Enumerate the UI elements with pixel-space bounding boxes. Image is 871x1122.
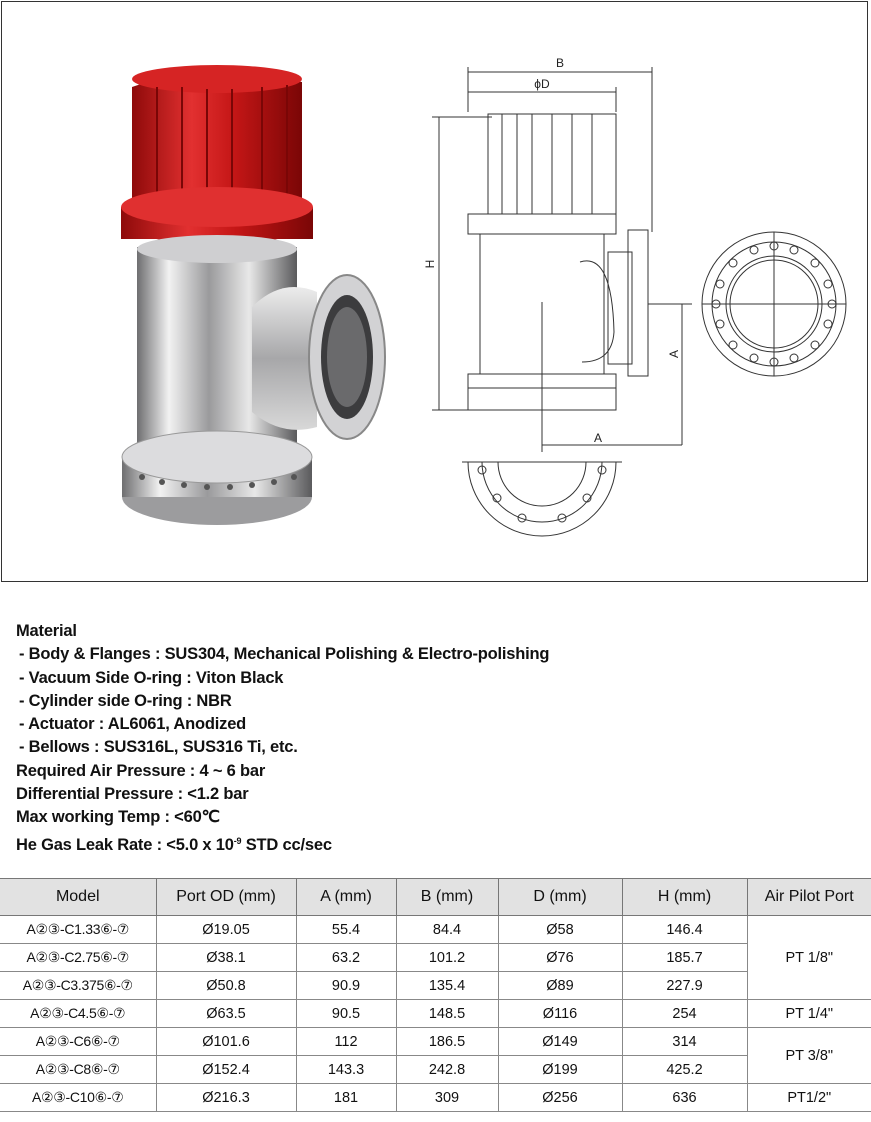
table-cell: Ø38.1 xyxy=(156,944,296,972)
table-cell: A②③-C1.33⑥-⑦ xyxy=(0,916,156,944)
leak-rate-prefix: He Gas Leak Rate : <5.0 x 10 xyxy=(16,835,234,854)
table-header: Port OD (mm) xyxy=(156,879,296,916)
spec-line: - Actuator : AL6061, Anodized xyxy=(19,715,247,734)
spec-line: Differential Pressure : <1.2 bar xyxy=(16,785,249,804)
table-header-row xyxy=(0,879,871,916)
table-cell: Ø58 xyxy=(498,916,622,944)
table-cell: 314 xyxy=(622,1028,747,1056)
table-cell: 90.5 xyxy=(296,1000,396,1028)
table-header: A (mm) xyxy=(296,879,396,916)
table-cell: Ø63.5 xyxy=(156,1000,296,1028)
table-cell: A②③-C10⑥-⑦ xyxy=(0,1084,156,1112)
table-cell: 227.9 xyxy=(622,972,747,1000)
table-row xyxy=(0,1028,871,1056)
leak-rate-suffix: STD cc/sec xyxy=(241,835,332,854)
spec-line: Max working Temp : <60℃ xyxy=(16,808,220,827)
table-cell: 636 xyxy=(622,1084,747,1112)
dim-a-right-label: A xyxy=(667,349,681,359)
table-cell: Ø216.3 xyxy=(156,1084,296,1112)
table-cell: 146.4 xyxy=(622,916,747,944)
dim-a-bottom-label: A xyxy=(593,431,603,445)
table-cell: 254 xyxy=(622,1000,747,1028)
figure-panel xyxy=(1,1,868,582)
table-cell: 84.4 xyxy=(396,916,498,944)
technical-drawing xyxy=(402,42,871,552)
table-cell: 90.9 xyxy=(296,972,396,1000)
table-row xyxy=(0,944,871,972)
spec-line: - Cylinder side O-ring : NBR xyxy=(19,691,232,710)
table-header: B (mm) xyxy=(396,879,498,916)
table-cell: Ø149 xyxy=(498,1028,622,1056)
valve-photo xyxy=(102,57,422,537)
pilot-port-cell: PT1/2" xyxy=(747,1084,871,1112)
table-cell: Ø19.05 xyxy=(156,916,296,944)
table-cell: 112 xyxy=(296,1028,396,1056)
table-cell: 63.2 xyxy=(296,944,396,972)
spec-line: - Bellows : SUS316L, SUS316 Ti, etc. xyxy=(19,738,298,757)
table-cell: 242.8 xyxy=(396,1056,498,1084)
table-row xyxy=(0,1000,871,1028)
leak-rate-line xyxy=(16,830,866,857)
spec-line: - Body & Flanges : SUS304, Mechanical Polishing & Electro-polishing xyxy=(19,645,550,664)
table-cell: Ø89 xyxy=(498,972,622,1000)
table-cell: 181 xyxy=(296,1084,396,1112)
table-row xyxy=(0,1084,871,1112)
table-cell: 143.3 xyxy=(296,1056,396,1084)
dim-b-label: B xyxy=(555,56,565,70)
table-header: Model xyxy=(0,879,156,916)
table-cell: 135.4 xyxy=(396,972,498,1000)
table-cell: 186.5 xyxy=(396,1028,498,1056)
table-header: D (mm) xyxy=(498,879,622,916)
pilot-port-cell: PT 3/8" xyxy=(747,1028,871,1084)
spec-heading: Material xyxy=(16,622,77,640)
pilot-port-cell: PT 1/8" xyxy=(747,916,871,1000)
table-cell: Ø76 xyxy=(498,944,622,972)
table-cell: Ø256 xyxy=(498,1084,622,1112)
table-row xyxy=(0,972,871,1000)
table-row xyxy=(0,1056,871,1084)
table-cell: A②③-C8⑥-⑦ xyxy=(0,1056,156,1084)
table-cell: 309 xyxy=(396,1084,498,1112)
table-header: Air Pilot Port xyxy=(747,879,871,916)
table-cell: 55.4 xyxy=(296,916,396,944)
table-cell: Ø152.4 xyxy=(156,1056,296,1084)
table-cell: A②③-C6⑥-⑦ xyxy=(0,1028,156,1056)
leak-rate-exponent: -9 xyxy=(233,835,242,846)
dim-phi-d-label: ϕD xyxy=(534,77,550,91)
table-cell: 425.2 xyxy=(622,1056,747,1084)
pilot-port-cell: PT 1/4" xyxy=(747,1000,871,1028)
table-cell: Ø50.8 xyxy=(156,972,296,1000)
table-header: H (mm) xyxy=(622,879,747,916)
spec-line: Required Air Pressure : 4 ~ 6 bar xyxy=(16,761,266,780)
table-cell: 185.7 xyxy=(622,944,747,972)
spec-table xyxy=(0,878,871,1112)
table-cell: A②③-C4.5⑥-⑦ xyxy=(0,1000,156,1028)
table-cell: 101.2 xyxy=(396,944,498,972)
table-cell: A②③-C2.75⑥-⑦ xyxy=(0,944,156,972)
spec-line: - Vacuum Side O-ring : Viton Black xyxy=(19,668,284,687)
table-cell: Ø101.6 xyxy=(156,1028,296,1056)
table-cell: 148.5 xyxy=(396,1000,498,1028)
spec-list xyxy=(16,620,866,857)
table-cell: Ø199 xyxy=(498,1056,622,1084)
table-cell: Ø116 xyxy=(498,1000,622,1028)
table-row xyxy=(0,916,871,944)
table-cell: A②③-C3.375⑥-⑦ xyxy=(0,972,156,1000)
dim-h-label: H xyxy=(423,259,437,269)
